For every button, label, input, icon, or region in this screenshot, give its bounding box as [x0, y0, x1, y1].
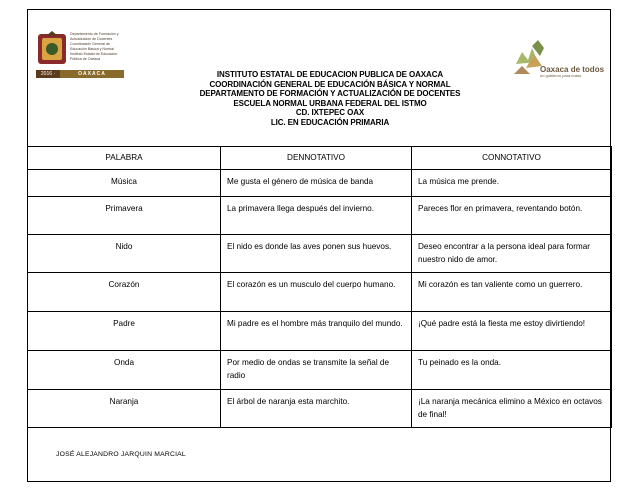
dept-line: Coordinación General de	[70, 42, 110, 46]
word-cell: Onda	[28, 351, 221, 390]
brand-text: Oaxaca de todos	[540, 65, 605, 74]
dept-line: Departamento de Formación y	[70, 32, 119, 36]
header-line: COORDINACIÓN GENERAL DE EDUCACIÓN BÁSICA Y NORMAL	[209, 79, 451, 89]
column-header-word: PALABRA	[28, 147, 221, 170]
state-label: OAXACA	[78, 71, 106, 77]
years-label: 2016 · 2016	[36, 70, 60, 78]
word-cell: Música	[28, 170, 221, 197]
connotative-cell: La música me prende.	[412, 170, 612, 197]
connotative-cell: ¡Qué padre está la fiesta me estoy divirtiendo!	[412, 312, 612, 351]
table-row	[28, 312, 612, 351]
dept-text	[70, 32, 160, 62]
oaxaca-government-logo	[512, 38, 612, 84]
state-bar	[36, 70, 124, 85]
word-cell: Naranja	[28, 390, 221, 428]
word-cell: Primavera	[28, 197, 221, 235]
word-cell: Nido	[28, 235, 221, 273]
connotative-cell: Deseo encontrar a la persona ideal para formar nuestro nido de amor.	[412, 235, 612, 273]
table-row	[28, 197, 612, 235]
denotative-cell: El árbol de naranja esta marchito.	[221, 390, 412, 428]
table-row	[28, 273, 612, 312]
dept-line: Actualización de Docentes	[70, 37, 113, 41]
connotative-cell: ¡La naranja mecánica elimino a México en octavos de final!	[412, 390, 612, 428]
column-header-connotative: CONNOTATIVO	[412, 147, 612, 170]
column-header-denotative: DENNOTATIVO	[221, 147, 412, 170]
denotative-cell: Me gusta el género de música de banda	[221, 170, 412, 197]
dept-line: Instituto Estatal de Educación	[70, 52, 118, 56]
table-row	[28, 170, 612, 197]
header-line: DEPARTAMENTO DE FORMACIÓN Y ACTUALIZACIÓN DE DOCENTES	[199, 89, 461, 99]
table-row	[28, 390, 612, 428]
word-cell: Corazón	[28, 273, 221, 312]
oaxaca-seal-icon	[36, 30, 68, 66]
dept-line: Pública de Oaxaca	[70, 57, 101, 61]
denotative-cell: Mi padre es el hombre más tranquilo del mundo.	[221, 312, 412, 351]
connotative-cell: Pareces flor en primavera, reventando botón.	[412, 197, 612, 235]
table-row	[28, 351, 612, 390]
header-line: CD. IXTEPEC OAX	[295, 108, 365, 118]
table-row	[28, 235, 612, 273]
word-cell: Padre	[28, 312, 221, 351]
institution-header	[140, 70, 520, 128]
slogan-text: un gobierno para todos	[540, 73, 582, 78]
denotative-cell: Por medio de ondas se transmite la señal de radio	[221, 351, 412, 390]
denotative-cell: El nido es donde las aves ponen sus huevos.	[221, 235, 412, 273]
table-header-row	[28, 147, 612, 170]
connotative-cell: Tu peinado es la onda.	[412, 351, 612, 390]
header-line: LIC. EN EDUCACIÓN PRIMARIA	[270, 117, 390, 127]
denotative-cell: La primavera llega después del invierno.	[221, 197, 412, 235]
word-meaning-table	[27, 146, 612, 428]
header-line: INSTITUTO ESTATAL DE EDUCACION PUBLICA DE OAXACA	[216, 70, 444, 79]
header-line: ESCUELA NORMAL URBANA FEDERAL DEL ISTMO	[233, 98, 427, 108]
dept-line: Educación Básica y Normal	[70, 47, 114, 51]
denotative-cell: El corazón es un musculo del cuerpo humano.	[221, 273, 412, 312]
connotative-cell: Mi corazón es tan valiente como un guerrero.	[412, 273, 612, 312]
author-name: JOSÉ ALEJANDRO JARQUIN MARCIAL	[56, 451, 186, 458]
